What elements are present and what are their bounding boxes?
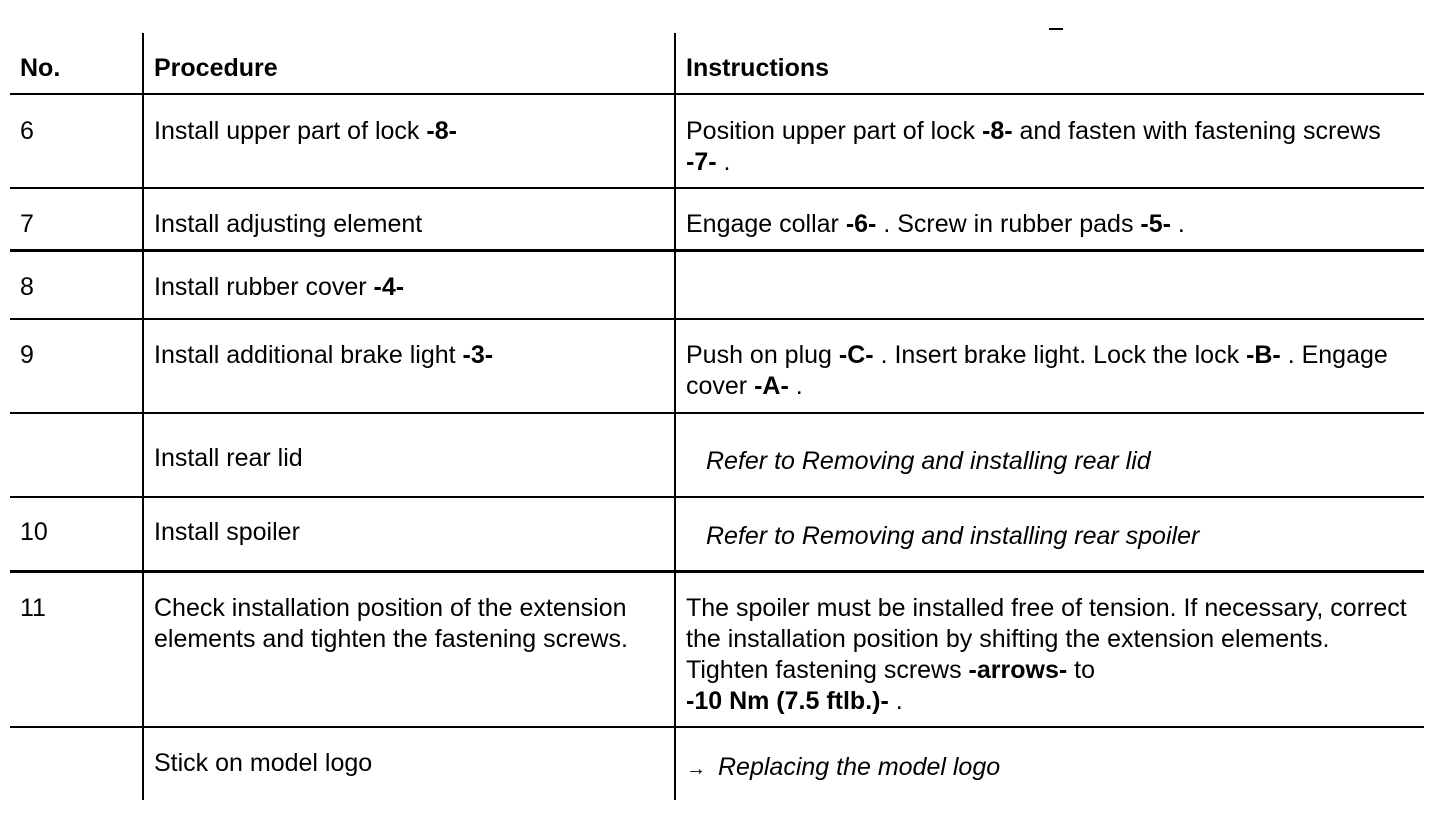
- instructions-cell: [675, 319, 1424, 413]
- part-reference: -C-: [838, 341, 874, 369]
- step-number: 11: [20, 593, 46, 622]
- step-number: 9: [20, 341, 34, 369]
- step-number: [10, 727, 143, 800]
- procedure-text: Check installation position of the extension elements and tighten the fastening screws.: [154, 593, 628, 653]
- header-instructions: Instructions: [675, 33, 1424, 94]
- procedure-text: Install spoiler: [154, 518, 300, 546]
- table-row: [10, 319, 1424, 413]
- part-reference: -8-: [426, 117, 457, 145]
- table-header-row: [10, 33, 1424, 94]
- step-number: 7: [20, 210, 34, 238]
- page-mark: [1049, 28, 1063, 30]
- procedure-cell: [143, 250, 675, 319]
- instructions-text: . Screw in rubber pads: [876, 210, 1141, 238]
- table-row: [10, 727, 1424, 800]
- procedure-cell: [143, 727, 675, 800]
- instructions-text: The spoiler must be installed free of tension. If necessary, correct the installation position by shifting the extension elements. Tighten fastening screws: [686, 593, 1407, 684]
- procedure-cell: [143, 94, 675, 188]
- step-number: 6: [20, 117, 34, 145]
- table-row: [10, 94, 1424, 188]
- part-reference: -6-: [845, 210, 877, 238]
- part-reference: -8-: [982, 117, 1013, 145]
- step-number: 10: [20, 518, 48, 546]
- rear-lid-reference-link[interactable]: Refer to Removing and installing rear lid: [706, 447, 1151, 475]
- procedure-text: Install adjusting element: [154, 210, 423, 238]
- instructions-text: .: [788, 372, 803, 400]
- procedure-text: Install upper part of lock: [154, 117, 427, 145]
- step-number: [10, 413, 143, 497]
- procedure-cell: [143, 188, 675, 250]
- procedure-text: Stick on model logo: [154, 749, 373, 777]
- part-reference: -A-: [754, 372, 789, 400]
- instructions-text: .: [888, 686, 903, 715]
- instructions-text: Position upper part of lock: [686, 117, 982, 145]
- table-row: [10, 413, 1424, 497]
- part-reference: -7-: [686, 148, 717, 176]
- procedure-cell: [143, 571, 675, 727]
- table-row: [10, 497, 1424, 571]
- instructions-text: to: [1067, 655, 1095, 684]
- model-logo-reference-link[interactable]: Replacing the model logo: [718, 753, 1001, 781]
- table-row: [10, 250, 1424, 319]
- part-reference: -B-: [1246, 341, 1281, 369]
- procedure-text: Install rubber cover: [154, 272, 374, 301]
- instructions-text: .: [1170, 210, 1185, 238]
- procedure-cell: [143, 413, 675, 497]
- procedure-cell: [143, 319, 675, 413]
- instructions-cell: [675, 571, 1424, 727]
- header-no: No.: [20, 54, 61, 82]
- part-reference: -3-: [462, 341, 494, 369]
- procedure-table: [10, 33, 1424, 800]
- instructions-text: . Engage cover: [686, 341, 1388, 400]
- instructions-cell: [675, 727, 1424, 800]
- step-number: 8: [20, 272, 34, 301]
- instructions-text: and fasten with fastening screws: [1012, 117, 1381, 145]
- torque-value: -10 Nm (7.5 ftlb.)-: [686, 686, 889, 715]
- rear-spoiler-reference-link[interactable]: Refer to Removing and installing rear spoiler: [706, 522, 1200, 550]
- part-reference: -arrows-: [968, 655, 1068, 684]
- procedure-text: Install rear lid: [154, 444, 303, 472]
- procedure-cell: [143, 497, 675, 571]
- instructions-text: Engage collar: [686, 210, 846, 238]
- table-row: [10, 188, 1424, 250]
- header-procedure: Procedure: [143, 33, 675, 94]
- instructions-cell: [675, 413, 1424, 497]
- instructions-text: . Insert brake light. Lock the lock: [873, 341, 1247, 369]
- instructions-cell: [675, 188, 1424, 250]
- table-row: [10, 571, 1424, 727]
- arrow-right-icon: →: [686, 758, 706, 780]
- part-reference: -5-: [1140, 210, 1171, 238]
- procedure-text: Install additional brake light: [154, 341, 463, 369]
- instructions-cell: [675, 250, 1424, 319]
- instructions-cell: [675, 497, 1424, 571]
- instructions-cell: [675, 94, 1424, 188]
- part-reference: -4-: [373, 272, 405, 301]
- instructions-text: .: [716, 148, 731, 176]
- instructions-text: Push on plug: [686, 341, 839, 369]
